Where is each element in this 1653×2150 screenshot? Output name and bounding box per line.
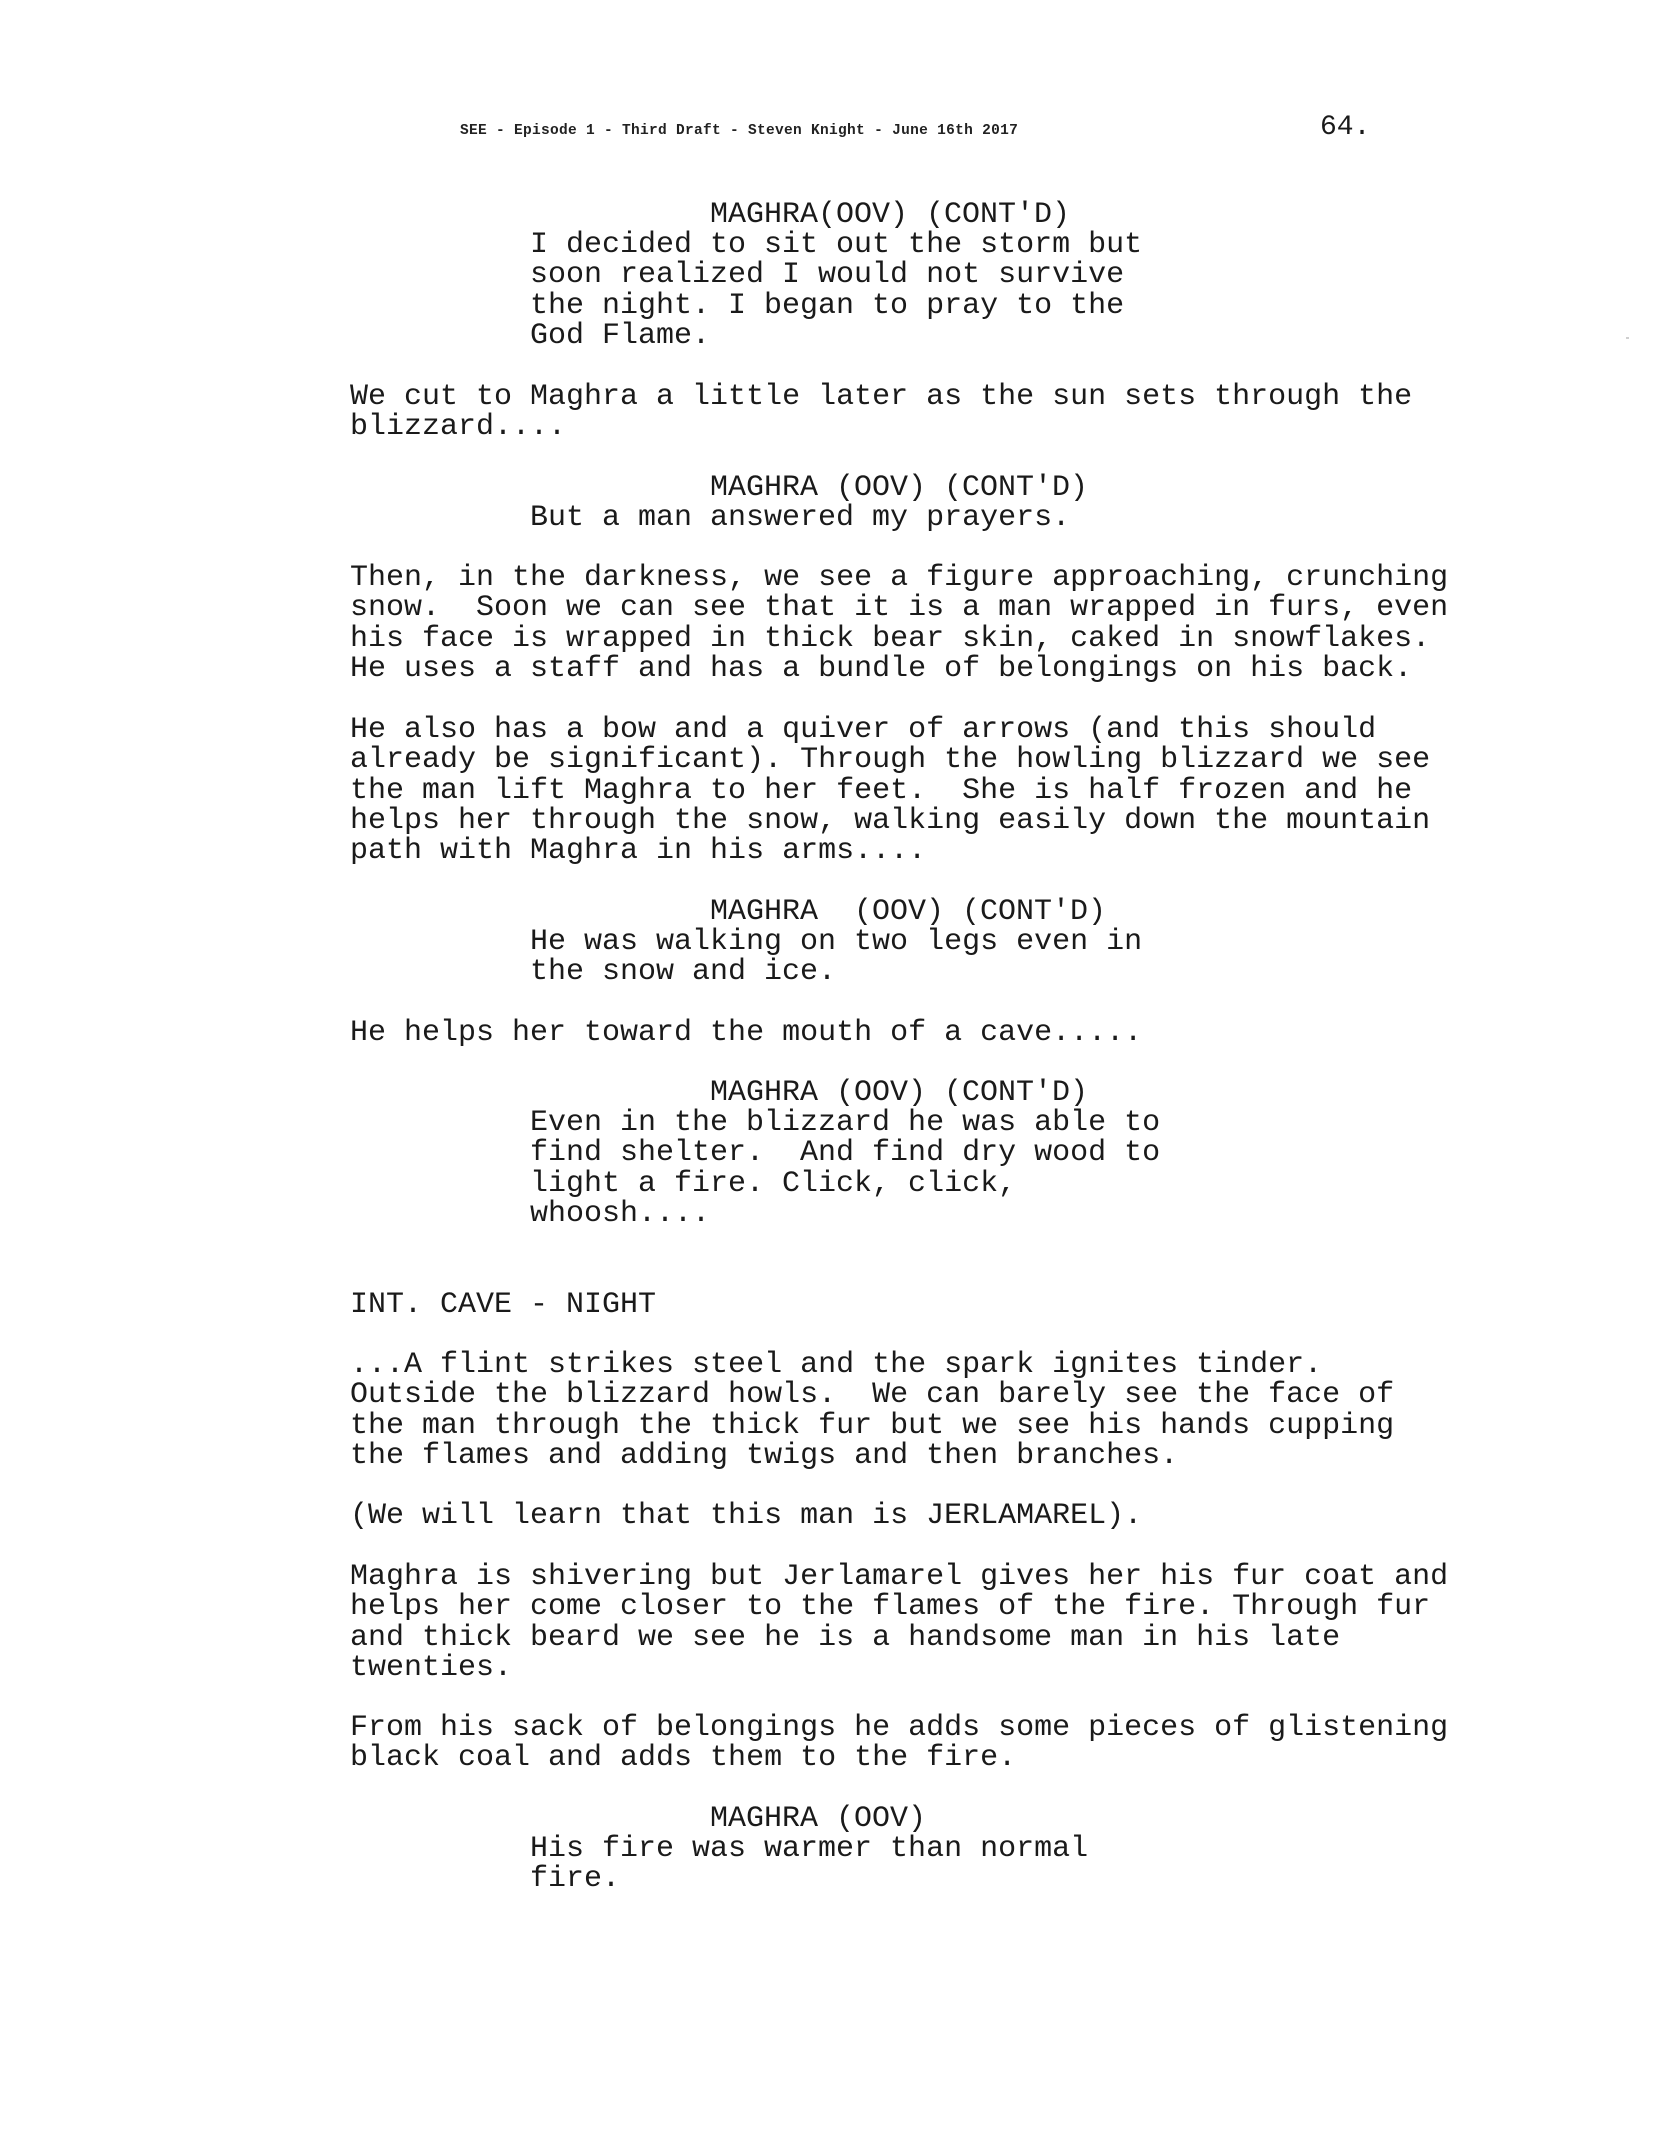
action-line: We cut to Maghra a little later as the sun sets through the blizzard.... <box>350 380 1413 445</box>
action-line: (We will learn that this man is JERLAMAREL). <box>350 1499 1143 1533</box>
action-line: He helps her toward the mouth of a cave..... <box>350 1016 1143 1050</box>
running-header: SEE - Episode 1 - Third Draft - Steven Knight - June 16th 2017 <box>460 123 1019 139</box>
scene-heading: INT. CAVE - NIGHT <box>350 1288 657 1322</box>
dialogue: Even in the blizzard he was able to find shelter. And find dry wood to light a fire. Click, click, whoosh.... <box>530 1106 1161 1231</box>
character-cue: MAGHRA (OOV) (CONT'D) <box>710 1076 1089 1110</box>
character-cue: MAGHRA(OOV) (CONT'D) <box>710 198 1071 232</box>
page-number: 64. <box>1320 112 1371 143</box>
action-line: ...A flint strikes steel and the spark ignites tinder. Outside the blizzard howls. We can barely see the face of the man through the thick fur but we see his hands cupping the flames and adding twigs and then branches. <box>350 1348 1395 1473</box>
scan-mark <box>1626 337 1629 339</box>
dialogue: He was walking on two legs even in the snow and ice. <box>530 925 1143 990</box>
character-cue: MAGHRA (OOV) <box>710 1802 927 1836</box>
dialogue: But a man answered my prayers. <box>530 501 1071 535</box>
character-cue: MAGHRA (OOV) (CONT'D) <box>710 895 1107 929</box>
dialogue: His fire was warmer than normal fire. <box>530 1832 1089 1897</box>
action-line: From his sack of belongings he adds some pieces of glistening black coal and adds them to the fire. <box>350 1711 1449 1776</box>
dialogue: I decided to sit out the storm but soon realized I would not survive the night. I began to pray to the God Flame. <box>530 228 1143 353</box>
action-line: Then, in the darkness, we see a figure approaching, crunching snow. Soon we can see that it is a man wrapped in furs, even his face is wrapped in thick bear skin, caked in snowflakes. He uses a staff and has a bundle of belongings on his back. <box>350 561 1449 686</box>
action-line: He also has a bow and a quiver of arrows (and this should already be significant). Through the howling blizzard we see the man lift Maghra to her feet. She is half frozen and he helps her through the snow, walking easily down the mountain path with Maghra in his arms.... <box>350 713 1431 869</box>
character-cue: MAGHRA (OOV) (CONT'D) <box>710 471 1089 505</box>
action-line: Maghra is shivering but Jerlamarel gives her his fur coat and helps her come closer to the flames of the fire. Through fur and thick beard we see he is a handsome man in his late twenties. <box>350 1560 1449 1685</box>
